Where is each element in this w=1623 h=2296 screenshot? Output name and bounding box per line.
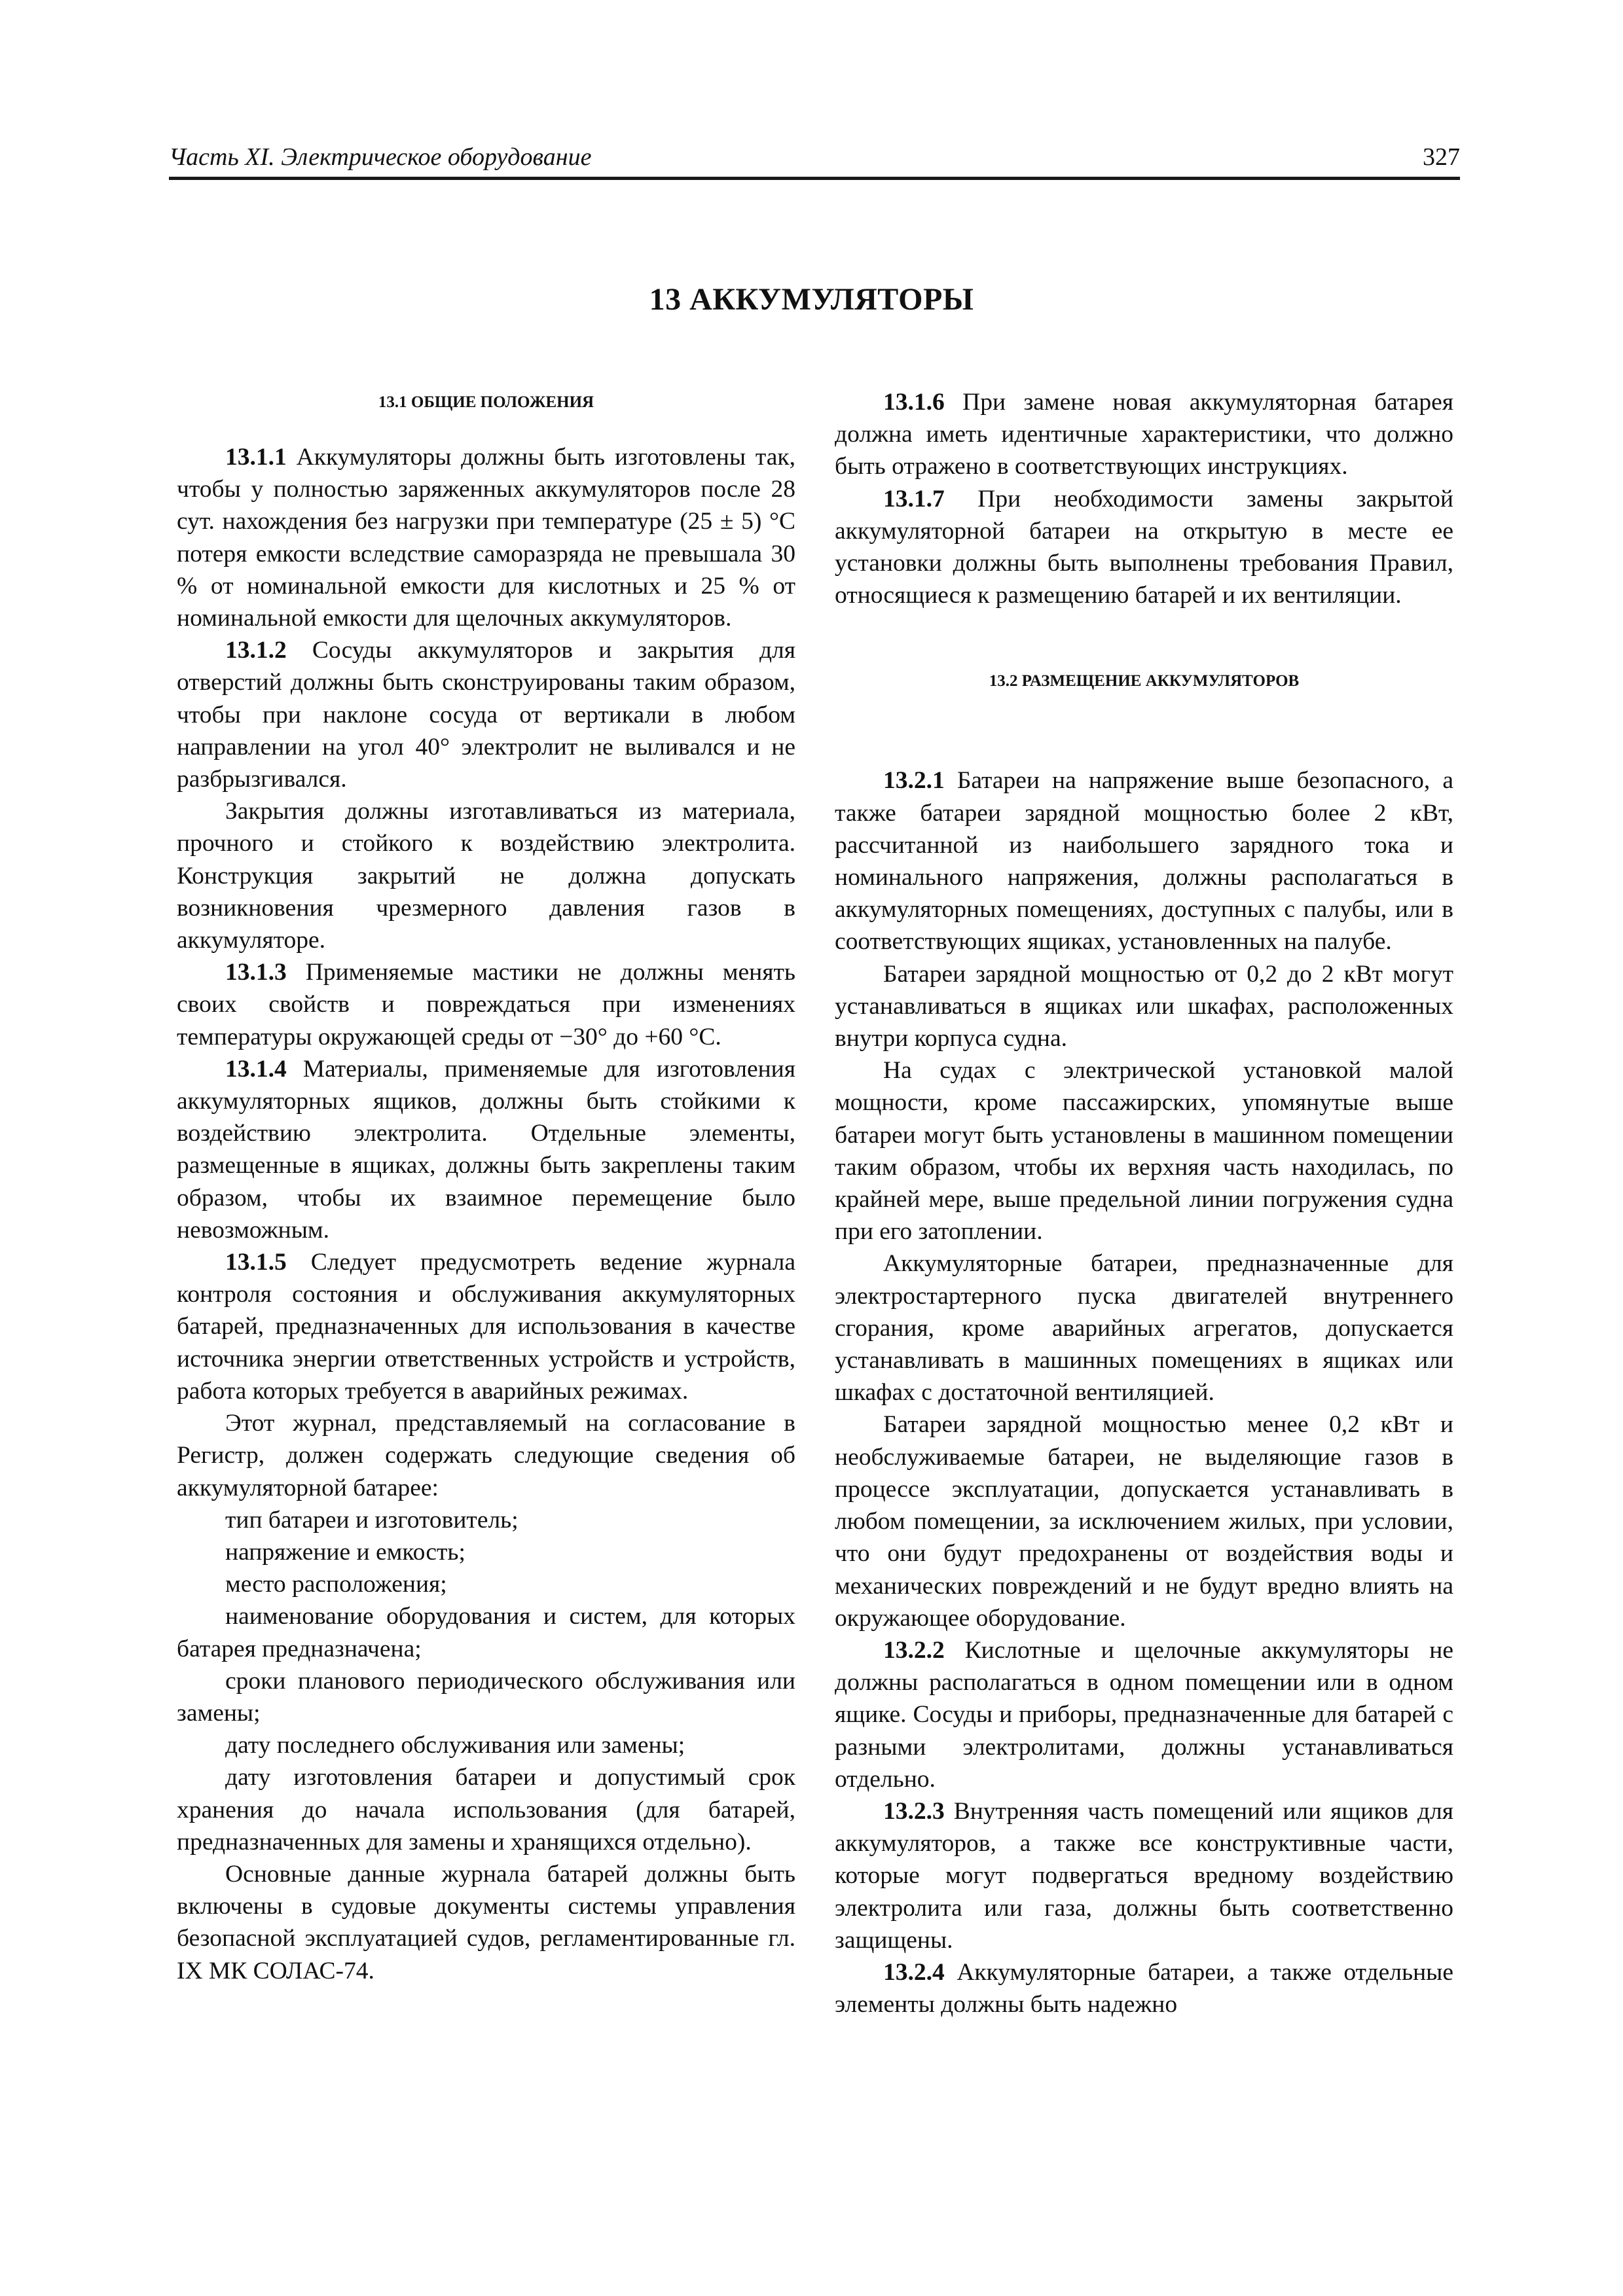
paragraph-13-1-1 [177,441,795,634]
list-item: дату последнего обслуживания или замены; [225,1732,685,1759]
paragraph-closures: Закрытия должны изготавливаться из материала, прочного и стойкого к воздействию электролита. Конструкция закрытий не должна допускать возникновения чрезмерного давления газов в аккумуляторе. [177,798,795,954]
list-item: дату изготовления батареи и допустимый срок хранения до начала использования (для батарей, предназначенных для замены и хранящихся отдельно). [177,1764,795,1856]
section-heading-13-2: 13.2 РАЗМЕЩЕНИЕ АККУМУЛЯТОРОВ [989,672,1300,691]
paragraph-13-1-2 [177,634,795,795]
paragraph-13-1-7 [835,483,1453,612]
paragraph-13-1-4 [177,1053,795,1246]
clause-text: Сосуды аккумуляторов и закрытия для отверстий должны быть сконструированы таким образом, чтобы при наклоне сосуда от вертикали в любом направлении на угол 40° электролит не выливался и не разбрызгивался. [177,637,795,793]
clause-number: 13.1.5 [225,1249,287,1276]
paragraph-small-ships: На судах с электрической установкой малой мощности, кроме пассажирских, упомянутые выше батареи могут быть установлены в машинном помещении таким образом, чтобы их верхняя часть находилась, по крайней мере, выше предельной линии погружения судна при его затоплении. [835,1057,1453,1246]
clause-text: Аккумуляторные батареи, а также отдельные элементы должны быть надежно [835,1958,1453,2018]
paragraph-13-1-6 [835,386,1453,483]
paragraph-starter-batteries: Аккумуляторные батареи, предназначенные для электростартерного пуска двигателей внутреннего сгорания, кроме аварийных агрегатов, допускается устанавливать в машинных помещениях в ящиках или шкафах с достаточной вентиляцией. [835,1250,1453,1407]
clause-number: 13.1.6 [883,389,945,416]
clause-text: Аккумуляторы должны быть изготовлены так, чтобы у полностью заряженных аккумуляторов после 28 сут. нахождения без нагрузки при температуре (25 ± 5) °C потеря емкости вследствие саморазряда не превышала 30 % от номинальной емкости для кислотных и 25 % от номинальной емкости для щелочных аккумуляторов. [177,444,795,632]
list-item: наименование оборудования и систем, для которых батарея предназначена; [177,1603,795,1662]
clause-number: 13.1.3 [225,959,287,986]
list-item: сроки планового периодического обслуживания или замены; [177,1667,795,1727]
paragraph-low-power: Батареи зарядной мощностью от 0,2 до 2 кВт могут устанавливаться в ящиках или шкафах, расположенных внутри корпуса судна. [835,960,1453,1052]
clause-text: При замене новая аккумуляторная батарея должна иметь идентичные характеристики, что должно быть отражено в соответствующих инструкциях. [835,389,1453,480]
paragraph-maintenance-free: Батареи зарядной мощностью менее 0,2 кВт и необслуживаемые батареи, не выделяющие газов в процессе эксплуатации, допускается устанавливать в любом помещении, за исключением жилых, при условии, что они будут предохранены от воздействия воды и механических повреждений и не будут вредно влиять на окружающее оборудование. [835,1411,1453,1632]
clause-text: Батареи на напряжение выше безопасного, а также батареи зарядной мощностью более 2 кВт, рассчитанной из наибольшего зарядного тока и номинального напряжения, должны располагаться в аккумуляторных помещениях, доступных с палубы, или в соответствующих ящиках, установленных на палубе. [835,767,1453,956]
clause-text: Внутренняя часть помещений или ящиков для аккумуляторов, а также все конструктивные части, которые могут подвергаться вредному воздействию электролита или газа, должны быть соответственно защищены. [835,1797,1453,1954]
paragraph-13-1-3 [177,956,795,1053]
left-column [177,386,795,1987]
section-heading-13-1: 13.1 ОБЩИЕ ПОЛОЖЕНИЯ [378,393,594,411]
clause-number: 13.2.3 [883,1797,945,1825]
clause-text: Следует предусмотреть ведение журнала контроля состояния и обслуживания аккумуляторных батарей, предназначенных для использования в качестве источника энергии ответственных устройств и устройств, работа которых требуется в аварийных режимах. [177,1249,795,1405]
paragraph-13-1-5 [177,1246,795,1407]
paragraph-journal: Этот журнал, представляемый на согласование в Регистр, должен содержать следующие сведения об аккумуляторной батарее: [177,1410,795,1501]
clause-number: 13.2.1 [883,767,945,795]
clause-text: При необходимости замены закрытой аккумуляторной батареи на открытую в месте ее установки должны быть выполнены требования Правил, относящиеся к размещению батарей и их вентиляции. [835,485,1453,609]
list-item: тип батареи и изготовитель; [225,1506,519,1534]
chapter-title: 13 АККУМУЛЯТОРЫ [649,282,974,317]
clause-text: Применяемые мастики не должны менять своих свойств и повреждаться при изменениях температуры окружающей среды от −30° до +60 °C. [177,959,795,1050]
paragraph-13-2-4 [835,1956,1453,2020]
paragraph-main-data: Основные данные журнала батарей должны быть включены в судовые документы системы управления безопасной эксплуатацией судов, регламентированные гл. IX МК СОЛАС-74. [177,1860,795,1984]
list-item: место расположения; [225,1571,447,1598]
clause-number: 13.1.4 [225,1055,287,1083]
clause-number: 13.1.1 [225,444,287,471]
page-number: 327 [1423,143,1460,171]
clause-number: 13.2.4 [883,1958,945,1986]
page-header [169,145,1460,180]
clause-text: Кислотные и щелочные аккумуляторы не должны располагаться в одном помещении или в одном ящике. Сосуды и приборы, предназначенные для батарей с разными электролитами, должны устанавливаться отдельно. [835,1636,1453,1793]
running-title: Часть XI. Электрическое оборудование [169,143,592,171]
clause-number: 13.1.2 [225,637,287,664]
clause-text: Материалы, применяемые для изготовления аккумуляторных ящиков, должны быть стойкими к воздействию электролита. Отдельные элементы, размещенные в ящиках, должны быть закреплены таким образом, чтобы их взаимное перемещение было невозможным. [177,1055,795,1244]
clause-number: 13.1.7 [883,485,945,512]
paragraph-13-2-1 [835,764,1453,958]
paragraph-13-2-2 [835,1634,1453,1795]
paragraph-13-2-3 [835,1795,1453,1956]
clause-number: 13.2.2 [883,1636,945,1664]
right-column [835,386,1453,2020]
list-item: напряжение и емкость; [225,1538,465,1566]
